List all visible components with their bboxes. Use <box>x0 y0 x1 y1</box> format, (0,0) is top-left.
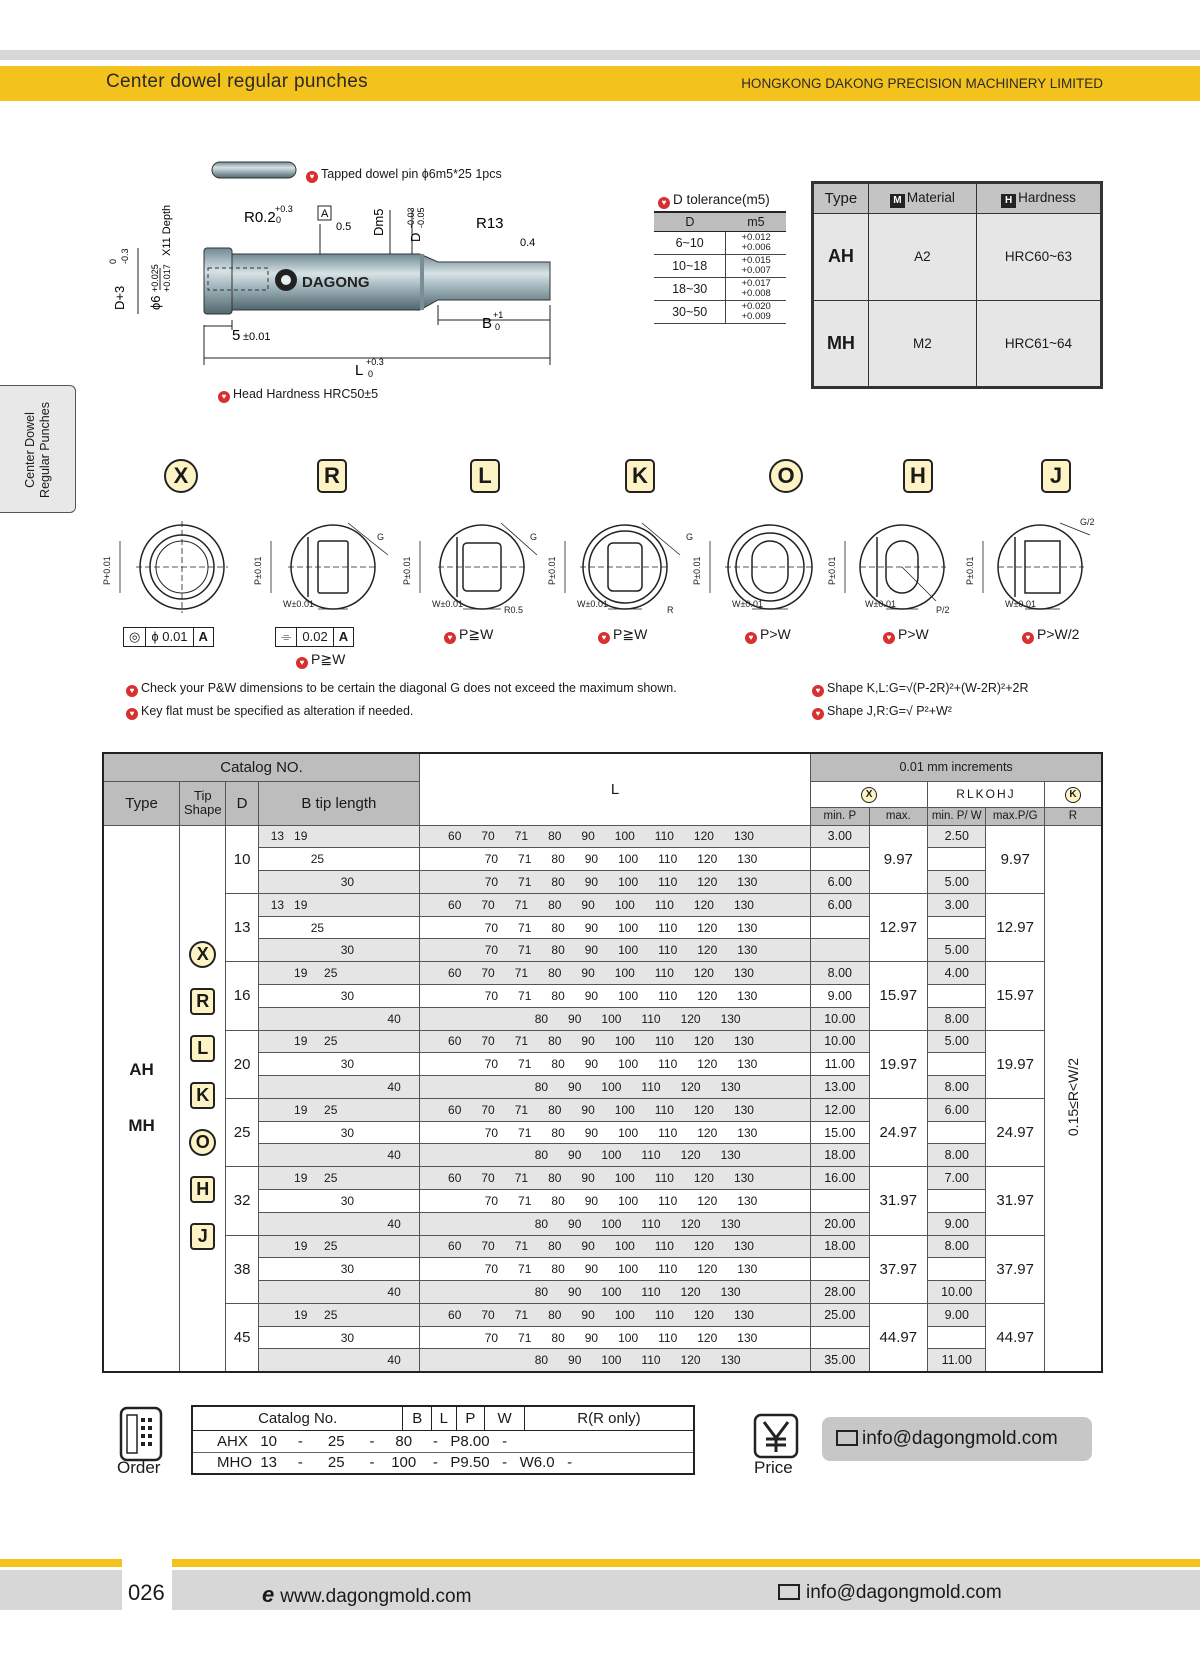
svg-text:R0.2: R0.2 <box>244 209 276 226</box>
b-tip-cell: 30 <box>258 939 419 962</box>
note-check-pw: ♥ Check your P&W dimensions to be certain the diagonal G does not exceed the maximum shown. <box>126 681 677 697</box>
b-tip-cell: 13 19 <box>258 893 419 916</box>
tip-shape-r-badge: R <box>190 988 215 1015</box>
max-pg-cell: 9.97 <box>986 825 1044 893</box>
table-row <box>103 962 1102 985</box>
tip-shapes-drawing <box>100 515 1100 620</box>
b-tip-cell: 19 25 <box>258 1303 419 1326</box>
shape-r-label[interactable]: R <box>317 459 347 493</box>
svg-text:-0.03: -0.03 <box>406 207 416 228</box>
website-link[interactable]: e www.dagongmold.com <box>262 1582 472 1607</box>
svg-text:P+0.01: P+0.01 <box>102 556 112 585</box>
table-row: 18~30 +0.017 +0.008 <box>654 277 786 300</box>
min-p-cell: 9.00 <box>811 984 869 1007</box>
browser-e-icon: e <box>262 1582 275 1607</box>
material-table: Type M Material H Hardness AH A2 HRC60~63 MH M2 HRC61~64 <box>811 181 1103 389</box>
svg-text:0: 0 <box>108 258 118 264</box>
tip-shape-o-badge: O <box>189 1129 216 1156</box>
tolerance-table: D m5 6~10 +0.012 +0.006 10~18 +0.015 +0.007 18~30 +0.017 +0.008 30~50 +0.020 +0.009 <box>654 211 786 324</box>
shape-j-drawing <box>983 523 1090 609</box>
l-values-cell: 80 90 100 110 120 130 <box>420 1076 811 1099</box>
svg-text:R13: R13 <box>476 215 504 232</box>
max-pg-cell: 37.97 <box>986 1235 1044 1303</box>
tip-shape-l-badge: L <box>190 1035 215 1062</box>
min-p-cell: 35.00 <box>811 1349 869 1372</box>
shape-j-condition: ♥ P>W/2 <box>1022 626 1079 644</box>
d-cell: 25 <box>226 1098 258 1166</box>
min-pw-cell: 4.00 <box>928 962 986 985</box>
min-p-cell <box>811 848 869 871</box>
svg-text:0: 0 <box>495 322 501 332</box>
svg-text:P±0.01: P±0.01 <box>402 556 412 585</box>
l-values-cell: 60 70 71 80 90 100 110 120 130 <box>420 1167 811 1190</box>
note-key-flat: ♥ Key flat must be specified as alteration if needed. <box>126 704 413 720</box>
price-label: Price <box>754 1458 793 1477</box>
shape-j-label[interactable]: J <box>1041 459 1071 493</box>
type-cell: AH MH <box>103 825 180 1372</box>
shape-k-label[interactable]: K <box>625 459 655 493</box>
min-pw-cell: 8.00 <box>928 1144 986 1167</box>
svg-text:-0.3: -0.3 <box>120 248 130 264</box>
min-pw-cell: 8.00 <box>928 1235 986 1258</box>
svg-text:D: D <box>408 232 423 242</box>
min-p-cell: 8.00 <box>811 962 869 985</box>
max-cell: 24.97 <box>869 1098 927 1166</box>
l-values-cell: 70 71 80 90 100 110 120 130 <box>420 916 811 939</box>
min-pw-cell: 7.00 <box>928 1167 986 1190</box>
d-cell: 16 <box>226 962 258 1030</box>
svg-text:P±0.01: P±0.01 <box>827 556 837 585</box>
max-cell: 9.97 <box>869 825 927 893</box>
b-tip-cell: 30 <box>258 1190 419 1213</box>
tip-shape-cell <box>180 825 226 1372</box>
pin-note: ♥ Tapped dowel pin ϕ6m5*25 1pcs <box>306 167 502 183</box>
b-tip-cell: 19 25 <box>258 1030 419 1053</box>
min-pw-cell: 8.00 <box>928 1076 986 1099</box>
svg-text:D+3: D+3 <box>112 285 127 310</box>
min-pw-cell: 11.00 <box>928 1349 986 1372</box>
max-pg-cell: 31.97 <box>986 1167 1044 1235</box>
tip-shape-x-badge: X <box>189 941 216 968</box>
formula-jr: ♥ Shape J,R:G=√ P²+W² <box>812 704 952 720</box>
min-pw-cell <box>928 1121 986 1144</box>
min-pw-cell <box>928 1326 986 1349</box>
min-p-cell <box>811 1190 869 1213</box>
shape-k-condition: ♥ P≧W <box>598 626 647 644</box>
l-values-cell: 70 71 80 90 100 110 120 130 <box>420 1190 811 1213</box>
b-tip-cell: 30 <box>258 1053 419 1076</box>
min-p-cell: 12.00 <box>811 1098 869 1121</box>
max-cell: 37.97 <box>869 1235 927 1303</box>
svg-text:ϕ6: ϕ6 <box>148 295 163 310</box>
table-row <box>103 1098 1102 1121</box>
d-cell: 45 <box>226 1303 258 1372</box>
min-pw-cell: 5.00 <box>928 1030 986 1053</box>
svg-text:-0.05: -0.05 <box>416 207 426 228</box>
tolerance-title: ♥ D tolerance(m5) <box>658 192 770 209</box>
punch-drawing <box>100 150 560 415</box>
d-cell: 38 <box>226 1235 258 1303</box>
svg-text:P±0.01: P±0.01 <box>965 556 975 585</box>
l-values-cell: 70 71 80 90 100 110 120 130 <box>420 939 811 962</box>
min-p-cell: 10.00 <box>811 1030 869 1053</box>
table-row: MHO 13 - 25 - 100 - P9.50 - W6.0 - <box>192 1452 694 1474</box>
shape-r-drawing <box>271 523 388 609</box>
min-p-cell: 13.00 <box>811 1076 869 1099</box>
b-tip-cell: 40 <box>258 1349 419 1372</box>
heart-bullet-icon: ♥ <box>218 391 230 403</box>
tip-shape-j-badge: J <box>190 1223 215 1250</box>
l-values-cell: 60 70 71 80 90 100 110 120 130 <box>420 893 811 916</box>
max-pg-cell: 19.97 <box>986 1030 1044 1098</box>
min-pw-cell: 3.00 <box>928 893 986 916</box>
svg-text:G: G <box>377 532 385 542</box>
svg-text:A: A <box>321 208 329 220</box>
b-tip-cell: 30 <box>258 1258 419 1281</box>
min-pw-cell: 5.00 <box>928 871 986 894</box>
l-values-cell: 80 90 100 110 120 130 <box>420 1212 811 1235</box>
footer-accent-right <box>172 1559 1200 1567</box>
footer-email-link[interactable]: info@dagongmold.com <box>778 1582 1002 1604</box>
l-values-cell: 70 71 80 90 100 110 120 130 <box>420 871 811 894</box>
l-values-cell: 70 71 80 90 100 110 120 130 <box>420 1053 811 1076</box>
l-values-cell: 70 71 80 90 100 110 120 130 <box>420 1258 811 1281</box>
svg-text:G: G <box>686 532 694 542</box>
order-example-table: Catalog No. B L P W R(R only) AHX 10 - 25 - 80 - P8.00 - MHO 13 - 25 - 100 - P9.50 - W6.0 - <box>191 1405 695 1475</box>
min-pw-cell: 10.00 <box>928 1281 986 1304</box>
l-values-cell: 60 70 71 80 90 100 110 120 130 <box>420 1030 811 1053</box>
svg-text:W±0.01: W±0.01 <box>577 599 608 609</box>
shape-o-condition: ♥ P>W <box>745 626 791 644</box>
max-cell: 15.97 <box>869 962 927 1030</box>
min-p-cell: 18.00 <box>811 1144 869 1167</box>
min-pw-cell: 9.00 <box>928 1303 986 1326</box>
svg-text:W±0.01: W±0.01 <box>432 599 463 609</box>
tip-shape-k-badge: K <box>190 1082 215 1109</box>
b-tip-cell: 19 25 <box>258 1098 419 1121</box>
l-values-cell: 80 90 100 110 120 130 <box>420 1281 811 1304</box>
d-cell: 13 <box>226 893 258 961</box>
l-values-cell: 80 90 100 110 120 130 <box>420 1144 811 1167</box>
min-p-cell: 16.00 <box>811 1167 869 1190</box>
b-tip-cell: 30 <box>258 1326 419 1349</box>
heart-bullet-icon: ♥ <box>658 197 670 209</box>
min-pw-cell <box>928 984 986 1007</box>
catalog-table: Catalog NO. L 0.01 mm increments Type Tip Shape D B tip length X RLKOHJ K min. P max. min. P/ W max.P/G R AH MH X R L K O H J 10 13 19 60 70 71 80 90 100 110 120 130 3.00 9.97 2.50 9.97 0.15≤R<W/2 25 70 71 80 90 100 110 120 130 30 70 71 80 90 100 110 120 130 6.00 5.00 13 13 19 60 70 71 80 90 100 110 120 130 6.00 12.97 3.00 12.97 25 70 71 80 90 100 110 120 130 30 70 71 80 90 100 110 120 130 5.00 16 19 25 60 70 71 80 90 100 110 120 130 8.00 15.97 4.00 15.97 30 70 71 80 90 100 110 120 130 9.00 40 80 90 100 110 120 130 10.00 8.00 20 19 25 60 70 71 80 90 100 110 120 130 10.00 19.97 5.00 19.97 30 70 71 80 90 100 110 120 130 11.00 40 80 90 100 110 120 130 13.00 8.00 25 19 25 60 70 71 80 90 100 110 120 130 12.00 24.97 6.00 24.97 30 70 71 80 90 100 110 120 130 15.00 40 80 90 100 110 120 130 18.00 8.00 32 19 25 60 70 71 80 90 100 110 120 130 16.00 31.97 7.00 31.97 30 70 71 80 90 100 110 120 130 40 80 90 100 110 120 130 20.00 9.00 38 19 25 60 70 71 80 90 100 110 120 130 18.00 37.97 8.00 37.97 30 70 71 80 90 100 110 120 130 40 80 90 100 110 120 130 28.00 10.00 45 19 25 60 70 71 80 90 100 110 120 130 25.00 44.97 9.00 44.97 30 70 71 80 90 100 110 120 130 40 80 90 100 110 120 130 35.00 11.00 <box>102 752 1103 1373</box>
b-tip-cell: 30 <box>258 984 419 1007</box>
svg-text:0.4: 0.4 <box>520 237 536 249</box>
table-row <box>103 1030 1102 1053</box>
svg-text:DAGONG: DAGONG <box>302 274 370 291</box>
min-p-cell: 28.00 <box>811 1281 869 1304</box>
l-values-cell: 60 70 71 80 90 100 110 120 130 <box>420 1303 811 1326</box>
svg-text:0: 0 <box>276 215 282 225</box>
head-hardness-note: ♥ Head Hardness HRC50±5 <box>218 387 378 403</box>
svg-text:P±0.01: P±0.01 <box>692 556 702 585</box>
table-row <box>103 893 1102 916</box>
page-number: 026 <box>128 1580 165 1605</box>
table-row <box>103 825 1102 848</box>
table-row: 10~18 +0.015 +0.007 <box>654 254 786 277</box>
table-row <box>103 1167 1102 1190</box>
shape-h-condition: ♥ P>W <box>883 626 929 644</box>
min-pw-cell <box>928 1053 986 1076</box>
svg-text:5: 5 <box>232 327 241 344</box>
table-row: AH A2 HRC60~63 <box>814 214 1101 301</box>
hardness-icon: H <box>1001 194 1016 208</box>
table-row: 30~50 +0.020 +0.009 <box>654 300 786 323</box>
r-cell: 0.15≤R<W/2 <box>1044 825 1102 1372</box>
l-values-cell: 60 70 71 80 90 100 110 120 130 <box>420 1235 811 1258</box>
svg-text:X11 Depth: X11 Depth <box>161 204 173 256</box>
svg-text:+0.3: +0.3 <box>275 204 293 214</box>
svg-text:W±0.01: W±0.01 <box>1005 599 1036 609</box>
b-tip-cell: 25 <box>258 916 419 939</box>
svg-text:B: B <box>482 315 493 332</box>
l-values-cell: 80 90 100 110 120 130 <box>420 1007 811 1030</box>
shape-l-drawing <box>420 523 537 609</box>
formula-kl: ♥ Shape K,L:G=√(P-2R)²+(W-2R)²+2R <box>812 681 1028 697</box>
min-p-cell: 3.00 <box>811 825 869 848</box>
footer-bar <box>0 1570 1200 1610</box>
max-pg-cell: 44.97 <box>986 1303 1044 1372</box>
max-cell: 31.97 <box>869 1167 927 1235</box>
tip-shape-h-badge: H <box>190 1176 215 1203</box>
table-row: MH M2 HRC61~64 <box>814 300 1101 387</box>
min-p-cell: 20.00 <box>811 1212 869 1235</box>
svg-text:W±0.01: W±0.01 <box>732 599 763 609</box>
order-label: Order <box>117 1458 161 1477</box>
company-name: HONGKONG DAKONG PRECISION MACHINERY LIMITED <box>741 76 1103 91</box>
l-values-cell: 60 70 71 80 90 100 110 120 130 <box>420 1098 811 1121</box>
d-cell: 10 <box>226 825 258 893</box>
email-contact-button[interactable]: info@dagongmold.com <box>822 1417 1092 1461</box>
svg-text:+1: +1 <box>493 310 504 320</box>
l-values-cell: 60 70 71 80 90 100 110 120 130 <box>420 962 811 985</box>
min-pw-cell <box>928 848 986 871</box>
min-p-cell: 10.00 <box>811 1007 869 1030</box>
svg-text:R: R <box>667 605 674 615</box>
envelope-icon <box>778 1584 800 1600</box>
shape-l-condition: ♥ P≧W <box>444 626 493 644</box>
svg-text:W±0.01: W±0.01 <box>283 599 314 609</box>
svg-text:P±0.01: P±0.01 <box>253 556 263 585</box>
svg-text:R0.5: R0.5 <box>504 605 524 615</box>
heart-bullet-icon: ♥ <box>306 171 318 183</box>
min-p-cell: 11.00 <box>811 1053 869 1076</box>
l-values-cell: 70 71 80 90 100 110 120 130 <box>420 848 811 871</box>
b-tip-cell: 30 <box>258 871 419 894</box>
d-cell: 20 <box>226 1030 258 1098</box>
svg-text:+0.3: +0.3 <box>366 357 384 367</box>
svg-text:+0.025: +0.025 <box>150 264 160 292</box>
svg-text:0.5: 0.5 <box>336 221 352 233</box>
min-p-cell: 6.00 <box>811 871 869 894</box>
yen-price-icon <box>752 1412 800 1460</box>
shape-x-drawing <box>120 521 228 613</box>
l-values-cell: 70 71 80 90 100 110 120 130 <box>420 1326 811 1349</box>
table-row <box>103 1235 1102 1258</box>
page-title: Center dowel regular punches <box>106 71 368 92</box>
symmetry-frame: ⌯ 0.02 A <box>275 627 354 647</box>
shape-k-icon: K <box>1065 787 1081 803</box>
b-tip-cell: 30 <box>258 1121 419 1144</box>
l-values-cell: 60 70 71 80 90 100 110 120 130 <box>420 825 811 848</box>
b-tip-cell: 19 25 <box>258 1167 419 1190</box>
svg-text:G/2: G/2 <box>1080 517 1095 527</box>
b-tip-cell: 40 <box>258 1007 419 1030</box>
concentricity-frame: ◎ ϕ 0.01 A <box>123 627 214 647</box>
min-p-cell: 25.00 <box>811 1303 869 1326</box>
min-p-cell <box>811 1258 869 1281</box>
b-tip-cell: 40 <box>258 1076 419 1099</box>
min-pw-cell <box>928 916 986 939</box>
min-pw-cell: 9.00 <box>928 1212 986 1235</box>
svg-text:L: L <box>355 362 364 379</box>
min-pw-cell <box>928 1190 986 1213</box>
svg-text:±0.01: ±0.01 <box>243 331 271 343</box>
min-p-cell: 6.00 <box>811 893 869 916</box>
max-cell: 12.97 <box>869 893 927 961</box>
b-tip-cell: 40 <box>258 1144 419 1167</box>
min-pw-cell: 6.00 <box>928 1098 986 1121</box>
b-tip-cell: 40 <box>258 1212 419 1235</box>
shape-o-drawing <box>710 525 815 609</box>
b-tip-cell: 19 25 <box>258 1235 419 1258</box>
b-tip-cell: 19 25 <box>258 962 419 985</box>
min-pw-cell: 8.00 <box>928 1007 986 1030</box>
shape-r-condition: ♥ P≧W <box>296 651 345 669</box>
b-tip-cell: 40 <box>258 1281 419 1304</box>
max-pg-cell: 24.97 <box>986 1098 1044 1166</box>
min-p-cell <box>811 939 869 962</box>
svg-text:+0.017: +0.017 <box>162 264 172 292</box>
min-p-cell <box>811 1326 869 1349</box>
shape-x-label[interactable]: X <box>164 459 198 493</box>
svg-text:P/2: P/2 <box>936 605 950 615</box>
shape-k-drawing <box>565 523 680 609</box>
shape-h-drawing <box>845 525 946 609</box>
shape-o-label[interactable]: O <box>769 459 803 493</box>
max-pg-cell: 15.97 <box>986 962 1044 1030</box>
max-cell: 19.97 <box>869 1030 927 1098</box>
svg-text:Dm5: Dm5 <box>371 208 386 236</box>
shapes-rlkohj-icons: RLKOHJ <box>928 781 1045 807</box>
envelope-icon <box>836 1430 858 1446</box>
min-pw-cell: 2.50 <box>928 825 986 848</box>
table-row: AHX 10 - 25 - 80 - P8.00 - <box>192 1430 694 1452</box>
side-tab[interactable] <box>0 385 76 513</box>
header-gray-bar <box>0 50 1200 60</box>
table-row: 6~10 +0.012 +0.006 <box>654 231 786 254</box>
svg-text:W±0.01: W±0.01 <box>865 599 896 609</box>
shape-x-icon: X <box>861 787 877 803</box>
min-pw-cell: 5.00 <box>928 939 986 962</box>
max-cell: 44.97 <box>869 1303 927 1372</box>
min-pw-cell <box>928 1258 986 1281</box>
min-p-cell <box>811 916 869 939</box>
l-values-cell: 70 71 80 90 100 110 120 130 <box>420 1121 811 1144</box>
svg-text:P±0.01: P±0.01 <box>547 556 557 585</box>
b-tip-cell: 13 19 <box>258 825 419 848</box>
shape-l-label[interactable]: L <box>470 459 500 493</box>
l-values-cell: 80 90 100 110 120 130 <box>420 1349 811 1372</box>
min-p-cell: 18.00 <box>811 1235 869 1258</box>
svg-text:0: 0 <box>368 369 374 379</box>
table-row <box>103 1303 1102 1326</box>
calculator-icon <box>117 1406 165 1462</box>
dowel-pin <box>212 162 296 178</box>
min-p-cell: 15.00 <box>811 1121 869 1144</box>
side-tab-label: Center Dowel Regular Punches <box>23 402 52 498</box>
shape-h-label[interactable]: H <box>903 459 933 493</box>
d-cell: 32 <box>226 1167 258 1235</box>
footer-accent-left <box>0 1559 122 1567</box>
b-tip-cell: 25 <box>258 848 419 871</box>
svg-text:G: G <box>530 532 538 542</box>
l-values-cell: 70 71 80 90 100 110 120 130 <box>420 984 811 1007</box>
max-pg-cell: 12.97 <box>986 893 1044 961</box>
material-icon: M <box>890 194 905 208</box>
